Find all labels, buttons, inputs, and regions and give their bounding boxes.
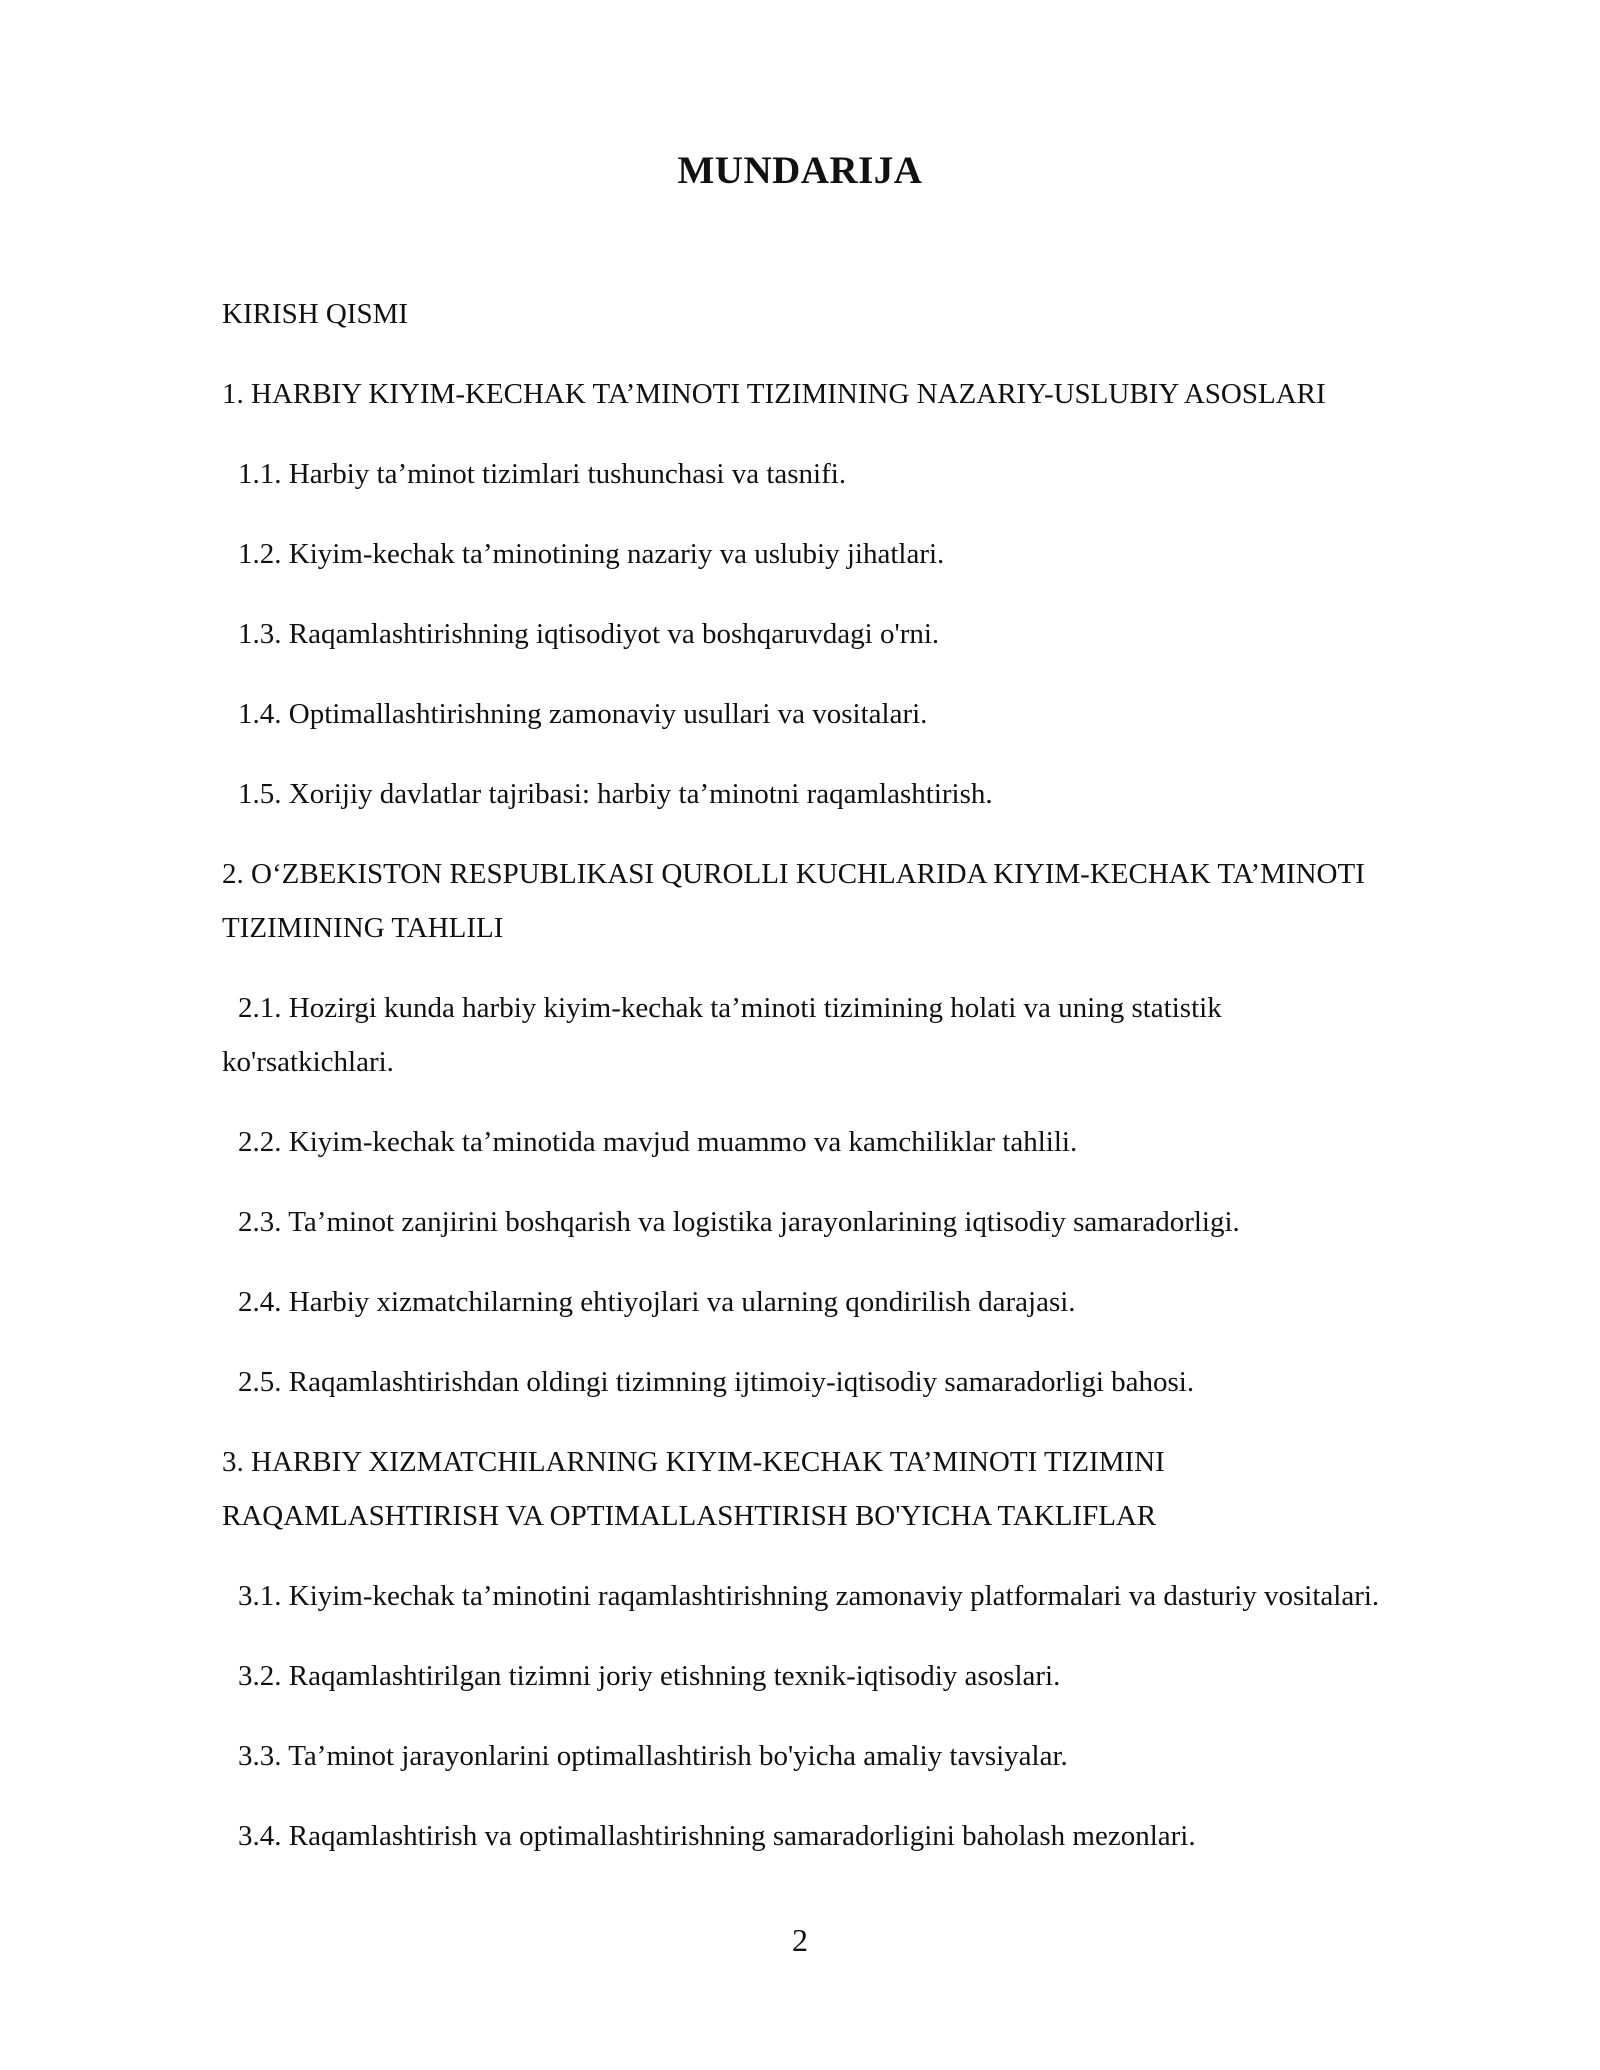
toc-chapter-2-heading-line-2: TIZIMINING TAHLILI — [222, 912, 504, 944]
toc-item-2-1-line-2: ko'rsatkichlari. — [222, 1046, 394, 1078]
toc-item-1-5: 1.5. Xorijiy davlatlar tajribasi: harbiy ta’minotni raqamlashtirish. — [238, 778, 993, 810]
toc-item-1-3: 1.3. Raqamlashtirishning iqtisodiyot va boshqaruvdagi o'rni. — [238, 618, 940, 650]
page-title: MUNDARIJA — [677, 149, 923, 192]
toc-item-2-1-line-1: 2.1. Hozirgi kunda harbiy kiyim-kechak ta’minoti tizimining holati va uning statistik — [238, 992, 1222, 1024]
toc-chapter-2-heading-line-1: 2. O‘ZBEKISTON RESPUBLIKASI QUROLLI KUCHLARIDA KIYIM-KECHAK TA’MINOTI — [222, 858, 1365, 890]
toc-item-2-4: 2.4. Harbiy xizmatchilarning ehtiyojlari va ularning qondirilish darajasi. — [238, 1286, 1076, 1318]
toc-item-2-2: 2.2. Kiyim-kechak ta’minotida mavjud muammo va kamchiliklar tahlili. — [238, 1126, 1078, 1158]
toc-item-1-4: 1.4. Optimallashtirishning zamonaviy usullari va vositalari. — [238, 698, 928, 730]
toc-item-2-1 — [222, 981, 1222, 1089]
toc-chapter-3-heading-line-1: 3. HARBIY XIZMATCHILARNING KIYIM-KECHAK TA’MINOTI TIZIMINI — [222, 1446, 1165, 1478]
toc-chapter-3-heading-line-2: RAQAMLASHTIRISH VA OPTIMALLASHTIRISH BO'YICHA TAKLIFLAR — [222, 1500, 1157, 1532]
toc-item-3-1: 3.1. Kiyim-kechak ta’minotini raqamlashtirishning zamonaviy platformalari va dasturiy vositalari. — [238, 1580, 1380, 1612]
toc-item-3-2: 3.2. Raqamlashtirilgan tizimni joriy etishning texnik-iqtisodiy asoslari. — [238, 1660, 1061, 1692]
toc-item-1-2: 1.2. Kiyim-kechak ta’minotining nazariy va uslubiy jihatlari. — [238, 538, 945, 570]
toc-item-2-3: 2.3. Ta’minot zanjirini boshqarish va logistika jarayonlarining iqtisodiy samaradorligi. — [238, 1206, 1240, 1238]
toc-intro: KIRISH QISMI — [222, 298, 409, 330]
toc-item-3-3: 3.3. Ta’minot jarayonlarini optimallashtirish bo'yicha amaliy tavsiyalar. — [238, 1740, 1068, 1772]
toc-chapter-2-heading — [222, 847, 1365, 955]
toc-chapter-3-heading — [222, 1435, 1165, 1543]
page-number: 2 — [792, 1922, 808, 1958]
toc-item-1-1: 1.1. Harbiy ta’minot tizimlari tushunchasi va tasnifi. — [238, 458, 847, 490]
toc-item-2-5: 2.5. Raqamlashtirishdan oldingi tizimning ijtimoiy-iqtisodiy samaradorligi bahosi. — [238, 1366, 1195, 1398]
toc-item-3-4: 3.4. Raqamlashtirish va optimallashtirishning samaradorligini baholash mezonlari. — [238, 1820, 1196, 1852]
toc-chapter-1-heading: 1. HARBIY KIYIM-KECHAK TA’MINOTI TIZIMINING NAZARIY-USLUBIY ASOSLARI — [222, 378, 1326, 410]
